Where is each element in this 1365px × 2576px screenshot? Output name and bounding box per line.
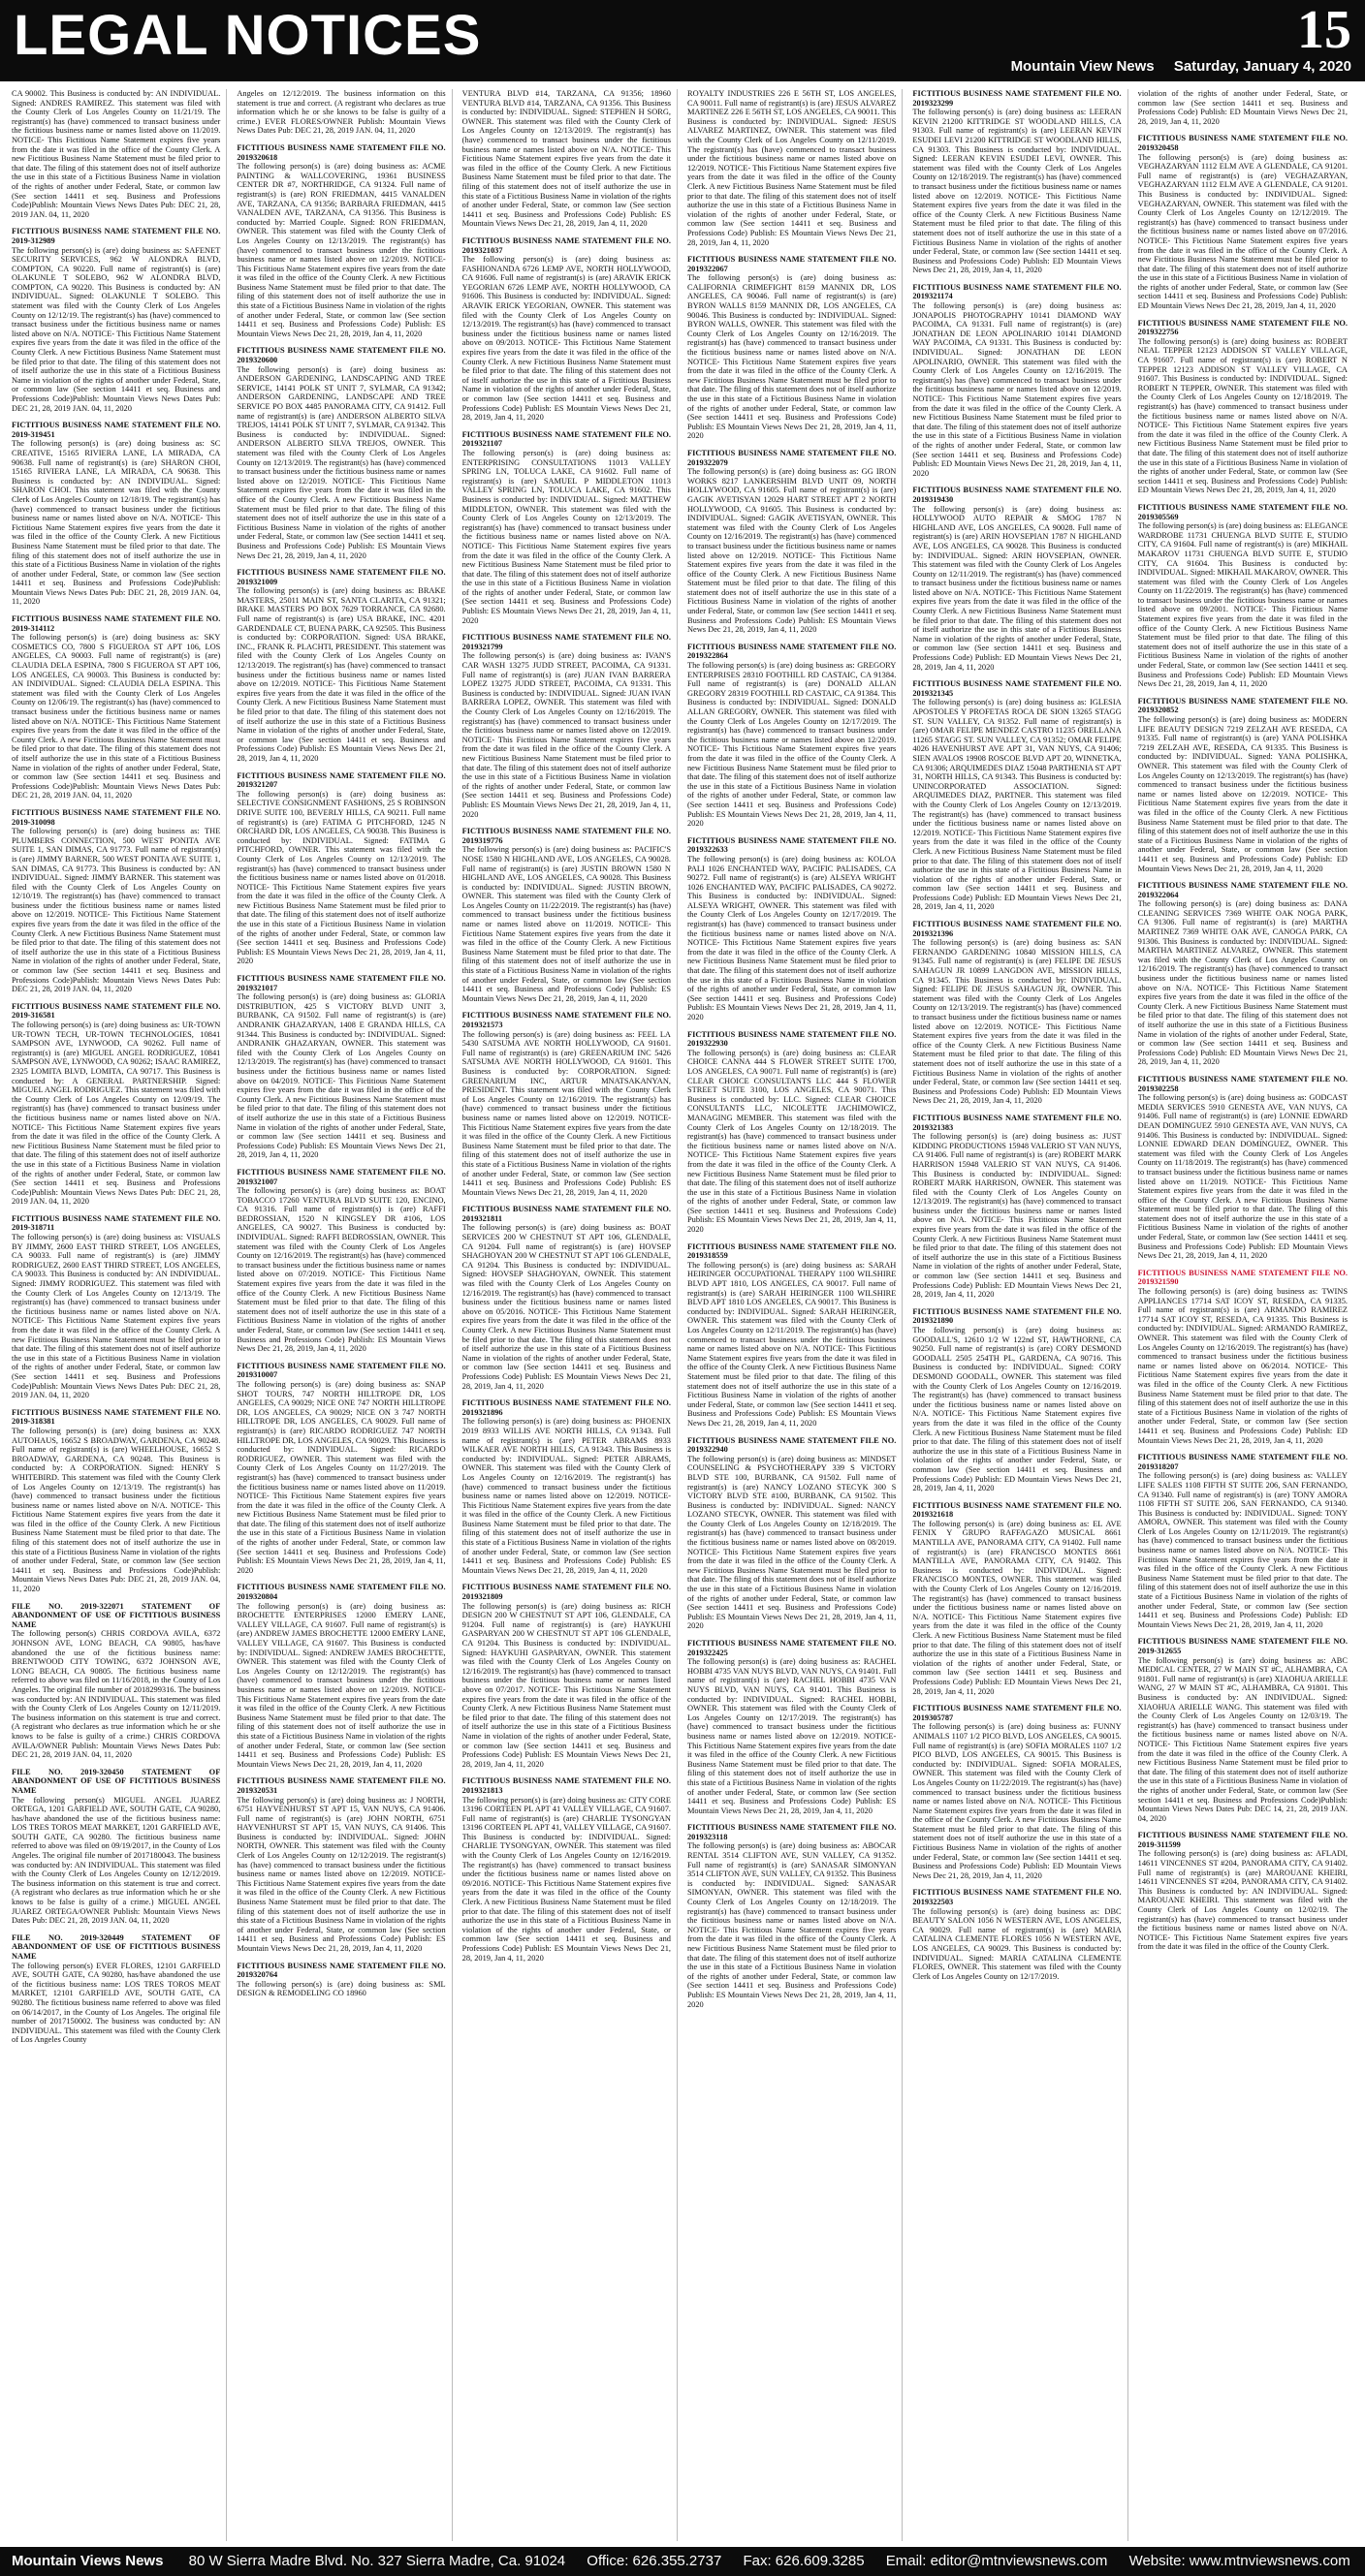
notice-body: The following person(s) is (are) doing business as: IVAN'S CAR WASH 13275 JUDD STREET, PACOIMA, CA 91331. Full name of registrant(s) is (are) JUAN IVAN BARRERA LOPEZ 13275 JUDD STREET, PACOIMA, CA 91331. This Business is conducted by: INDIVIDUAL. Signed: JUAN IVAN BARRERA LOPEZ, OWNER. This statement was filed with the County Clerk of Los Angeles County on 12/16/2019. The registrant(s) has (have) commenced to transact business under the fictitious business name or names listed above on 12/2019. NOTICE- This Fictitious Name Statement expires five years from the date it was filed in the office of the County Clerk. A new Fictitious Business Name Statement must be filed prior to that date. The filing of this statement does not of itself authorize the use in this state of a Fictitious Business Name in violation of the rights of another under Federal, State, or common law (See section 14411 et seq. Business and Professions Code) Publish: ES Mountain Views News Dec 21, 28, 2019, Jan 4, 11, 2020 [461, 651, 671, 819]
notice-body: The following person(s) is (are) doing business as: DBC BEAUTY SALON 1056 N WESTERN AVE, LOS ANGELES, CA 90029. Full name of registrant(s) is (are) MARIA CATALINA CLEMENTE FLORES 1056 N WESTERN AVE, LOS ANGELES, CA 90029. This Business is conducted by: INDIVIDUAL. Signed: MARIA CATALINA CLEMENTE FLORES, OWNER. This statement was filed with the County Clerk of Los Angeles County on 12/17/2019. [912, 1906, 1122, 1981]
publication-name: Mountain View News [1010, 58, 1155, 75]
notice-body: The following person(s) is (are) doing business as: THE PLUMBERS CONNECTION, 500 WEST PONITA AVE SUITE 1, SAN DIMAS, CA 91773. Full name of registrant(s) is (are) JIMMY BARNER, 500 WEST PONITA AVE SUITE 1, SAN DIMAS, CA 91773. This Business is conducted by: AN INDIVIDUAL. Signed: JIMMY BARNER. This statement was filed with the County Clerk of Los Angeles County on 12/10/19. The registrant(s) has (have) commenced to transact business under the fictitious business name or names listed above on 12/2019. NOTICE- This Fictitious Name Statement expires five years from the date it was filed in the office of the County Clerk. A new Fictitious Business Name Statement must be filed prior to that date. The filing of this statement does not of itself authorize the use in this state of a Fictitious Business Name in violation of the rights of another under Federal, State, or common law (See section 14411 et seq. Business and Professions Code)Publish: Mountain Views News Dates Pub: DEC 21, 28, 2019 JAN. 04, 11, 2020 [12, 827, 221, 994]
notice-body: The following person(s) is (are) doing business as: PHOENIX 2019 8933 WILLIS AVE NORTH HILLS, CA 91343. Full name of registrant(s) is (are) PETER ABRAMS 8933 WILKAER AVE NORTH HILLS, CA 91343. This Business is conducted by: INDIVIDUAL. Signed: PETER ABRAMS, OWNER. This statement was filed with the County Clerk of Los Angeles County on 12/16/2019. The registrant(s) has (have) commenced to transact business under the fictitious business name or names listed above on 12/2019. NOTICE- This Fictitious Name Statement expires five years from the date it was filed in the office of the County Clerk. A new Fictitious Business Name Statement must be filed prior to that date. The filing of this statement does not of itself authorize the use in this state of a Fictitious Business Name in violation of the rights of another under Federal, State, or common law (See section 14411 et seq. Business and Professions Code) Publish: ES Mountain Views News Dec 21, 28, 2019, Jan 4, 11, 2020 [461, 1417, 671, 1575]
notice-body: The following person(s) is (are) doing business as: ROBERT NEAL TEPPER 12123 ADDISON ST VALLEY VILLAGE, CA 91607. Full name of registrant(s) is (are) ROBERT N TEPPER 12123 ADDISON ST VALLEY VILLAGE, CA 91607. This Business is conducted by: INDIVIDUAL. Signed: ROBERT N TEPPER, OWNER. This statement was filed with the County Clerk of Los Angeles County on 12/18/2019. The registrant(s) has (have) commenced to transact business under the fictitious business name or names listed above on N/A. NOTICE- This Fictitious Name Statement expires five years from the date it was filed in the office of the County Clerk. A new Fictitious Business Name Statement must be filed prior to that date. The filing of this statement does not of itself authorize the use in this state of a Fictitious Business Name in violation of the rights of another under Federal, State, or common law (See section 14411 et seq. Business and Professions Code) Publish: ED Mountain Views News Dec 21, 28, 2019, Jan 4, 11, 2020 [1137, 336, 1348, 495]
notice-body: The following person(s) is (are) doing business as: VISUALS BY JIMMY, 2600 EAST THIRD STREET, LOS ANGELES, CA 90033. Full name of registrant(s) is (are) JIMMY RODRIGUEZ, 2600 EAST THIRD STREET, LOS ANGELES, CA 90033. This Business is conducted by: AN INDIVIDUAL. Signed: JIMMY RODRIGUEZ. This statement was filed with the County Clerk of Los Angeles County on 12/13/19. The registrant(s) has (have) commenced to transact business under the fictitious business name or names listed above on N/A. NOTICE- This Fictitious Name Statement expires five years from the date it was filed in the office of the County Clerk. A new Fictitious Business Name Statement must be filed prior to that date. The filing of this statement does not of itself authorize the use in this state of a Fictitious Business Name in violation of the rights of another under Federal, State, or common law (See section 14411 et seq. Business and Professions Code)Publish: Mountain Views News Dates Pub: DEC 21, 28, 2019 JAN. 04, 11, 2020 [12, 1233, 221, 1400]
legal-notice [1138, 881, 1348, 1067]
notice-heading: FICTITIOUS BUSINESS NAME STATEMENT FILE NO. 2019-316581 [12, 1001, 221, 1021]
notice-body: The following person(s) is (are) doing business as: DANA CLEANING SERVICES 7369 WHITE OAK NOGA PARK, CA 91306. Full name of registrant(s) is (are) MARTHA MARTINEZ 7369 WHITE OAK AVE, CANOGA PARK, CA 91306. This Business is conducted by: INDIVIDUAL. Signed: MARTHA MARTINEZ ALVAREZ, OWNER. This statement was filed with the County Clerk of Los Angeles County on 12/16/2019. The registrant(s) has (have) commenced to transact business under the fictitious business name or names listed above on N/A. NOTICE- This Fictitious Name Statement expires five years from the date it was filed in the office of the County Clerk. A new Fictitious Business Name Statement must be filed prior to that date. The filing of this statement does not of itself authorize the use in this state of a Fictitious Business Name in violation of the rights of another under Federal, State, or common law (See section 14411 et seq. Business and Professions Code) Publish: ED Mountain Views News Dec 21, 28, 2019, Jan 4, 11, 2020 [1137, 899, 1348, 1067]
legal-notice [1138, 697, 1348, 873]
legal-notice [687, 1639, 896, 1815]
legal-notice [12, 1408, 220, 1594]
legal-notice [1138, 1831, 1348, 1952]
notice-body: The following person(s) is (are) doing business as: SML DESIGN & REMODELING CO 18960 [237, 1979, 446, 1998]
legal-notice [462, 1398, 671, 1575]
notice-body: The following person(s) is (are) doing business as: VEGHAZARYAN 1112 ELM AVE A GLENDALE, CA 91201. Full name of registrant(s) is (are) VEGHAZARYAN, VEGHAZARYAN 1112 ELM AVE A GLENDALE, CA 91201. This Business is conducted by: INDIVIDUAL. Signed: VEGHAZARYAN, OWNER. This statement was filed with the County Clerk of Los Angeles County on 12/12/2019. The registrant(s) has (have) commenced to transact business under the fictitious business name or names listed above on 07/2016. NOTICE- This Fictitious Name Statement expires five years from the date it was filed in the office of the County Clerk. A new Fictitious Business Name Statement must be filed prior to that date. The filing of this statement does not of itself authorize the use in this state of a Fictitious Business Name in violation of the rights of another under Federal, State, or common law (See section 14411 et seq. Business and Professions Code) Publish: ED Mountain Views News Dec 21, 28, 2019, Jan 4, 11, 2020 [1137, 152, 1348, 311]
notice-heading: FICTITIOUS BUSINESS NAME STATEMENT FILE NO. 2019320600 [237, 346, 446, 365]
notice-body: The following person(s) is (are) doing business as: TWINS APPLIANCES 17714 SAT ICOY ST, RESEDA, CA 91335. Full name of registrant(s) is (are) ARMANDO RAMIREZ 17714 SAT ICOY ST, RESEDA, CA 91335. This Business is conducted by: INDIVIDUAL. Signed: ARMANDO RAMIREZ, OWNER. This statement was filed with the County Clerk of Los Angeles County on 12/16/2019. The registrant(s) has (have) commenced to transact business under the fictitious business name or names listed above on 06/2014. NOTICE- This Fictitious Name Statement expires five years from the date it was filed in the office of the County Clerk. A new Fictitious Business Name Statement must be filed prior to that date. The filing of this statement does not of itself authorize the use in this state of a Fictitious Business Name in violation of the rights of another under Federal, State, or common law (See section 14411 et seq. Business and Professions Code) Publish: ED Mountain Views News Dec 21, 28, 2019, Jan 4, 11, 2020 [1137, 1287, 1348, 1445]
legal-notice [1138, 134, 1348, 310]
footer-bar [0, 2547, 1365, 2576]
legal-notice [1138, 1453, 1348, 1629]
footer-email: Email: editor@mtnviewsnews.com [885, 2553, 1108, 2569]
notice-body: The following person(s) is (are) doing business as: ABC MEDICAL CENTER, 27 W MAIN ST #C, ALHAMBRA, CA 91801. Full name of registrant(s) is (are) XIAOHUA ARIELLE WANG, 27 W MAIN ST #C, ALHAMBRA, CA 91801. This Business is conducted by: AN INDIVIDUAL. Signed: XIAOHUA ARIELLE WANG. This statement was filed with the County Clerk of Los Angeles County on 12/03/19. The registrant(s) has (have) commenced to transact business under the fictitious business name or names listed above on N/A. NOTICE- This Fictitious Name Statement expires five years from the date it was filed in the office of the County Clerk. A new Fictitious Business Name Statement must be filed prior to that date. The filing of this statement does not of itself authorize the use in this state of a Fictitious Business Name in violation of the rights of another under Federal, State, or common law (See section 14411 et seq. Business and Professions Code)Publish: Mountain Views News Dates Pub: DEC 14, 21, 28, 2019 JAN. 04, 2020 [1137, 1655, 1348, 1823]
notice-heading: FICTITIOUS BUSINESS NAME STATEMENT FILE NO. 2019318207 [1137, 1453, 1348, 1471]
notice-heading: FICTITIOUS BUSINESS NAME STATEMENT FILE NO. 2019321207 [237, 770, 446, 790]
notice-body: The following person(s) is (are) doing business as: ELEGANCE WARDROBE 11731 CHUENGA BLVD SUITE E, STUDIO CITY, CA 91604. Full name of registrant(s) is (are) MIKHAIL MAKAROV 11731 CHUENGA BLVD SUITE E, STUDIO CITY, CA 91604. This Business is conducted by: INDIVIDUAL. Signed: MIKHAIL MAKAROV, OWNER. This statement was filed with the County Clerk of Los Angeles County on 11/22/2019. The registrant(s) has (have) commenced to transact business under the fictitious business name or names listed above on 09/2001. NOTICE- This Fictitious Name Statement expires five years from the date it was filed in the office of the County Clerk. A new Fictitious Business Name Statement must be filed prior to that date. The filing of this statement does not of itself authorize the use in this state of a Fictitious Business Name in violation of the rights of another under Federal, State, or common law (See section 14411 et seq. Business and Professions Code) Publish: ED Mountain Views News Dec 21, 28, 2019, Jan 4, 11, 2020 [1137, 521, 1348, 689]
notice-heading: FICTITIOUS BUSINESS NAME STATEMENT FILE NO. 2019-318381 [12, 1407, 221, 1427]
notice-body: VENTURA BLVD #14, TARZANA, CA 91356; 18960 VENTURA BLVD #14, TARZANA, CA 91356. This Business is conducted by: INDIVIDUAL. Signed: STEPHEN H SORG, OWNER. This statement was filed with the County Clerk of Los Angeles County on 12/13/2019. The registrant(s) has (have) commenced to transact business under the fictitious business name or names listed above on N/A. NOTICE- This Fictitious Name Statement expires five years from the date it was filed in the office of the County Clerk. A new Fictitious Business Name Statement must be filed prior to that date. The filing of this statement does not of itself authorize the use in this state of a Fictitious Business Name in violation of the rights of another under Federal, State, or common law (See section 14411 et seq. Business and Professions Code) Publish: ES Mountain Views News Dec 21, 28, 2019, Jan 4, 11, 2020 [461, 89, 671, 229]
legal-notice [12, 421, 220, 607]
notice-body: The following person(s) CHRIS CORDOVA AVILA, 6372 JOHNSON AVE, LONG BEACH, CA 90805, has/have abandoned the use of the fictitious business name: BRENTWOOD CITY TOWING, 6372 JOHNSON AVE, LONG BEACH, CA 90805. The fictitious business name referred to above was filed on 11/16/2018, in the County of Los Angeles. The original file number of 2018299316. The business was conducted by: AN INDIVIDUAL. This statement was filed with the County Clerk of Los Angeles County on 12/11/2019. The business information on this statement is true and correct. (A registrant who declares as true information which he or she knows to be false is guilty of a crime.) CHRIS CORDOVA AVILA/OWNER Publish: Mountain Views News Dates Pub: DEC 21, 28, 2019 JAN. 04, 11, 2020 [12, 1629, 221, 1760]
legal-notice [237, 143, 445, 338]
notice-heading: FICTITIOUS BUSINESS NAME STATEMENT FILE NO. 2019321017 [237, 974, 446, 992]
legal-notice [912, 89, 1121, 275]
notice-body: The following person(s) is (are) doing business as: ABOCAR RENTAL 3514 CLIFTON AVE, SUN VALLEY, CA 91352. Full name of registrant(s) is (are) SANASAR SIMONYAN 3514 CLIFTON AVE, SUN VALLEY, CA 91352. This Business is conducted by: INDIVIDUAL. Signed: SANASAR SIMONYAN, OWNER. This statement was filed with the County Clerk of Los Angeles County on 12/18/2019. The registrant(s) has (have) commenced to transact business under the fictitious business name or names listed above on N/A. NOTICE- This Fictitious Name Statement expires five years from the date it was filed in the office of the County Clerk. A new Fictitious Business Name Statement must be filed prior to that date. The filing of this statement does not of itself authorize the use in this state of a Fictitious Business Name in violation of the rights of another under Federal, State, or common law (See section 14411 et seq. Business and Professions Code) Publish: ES Mountain Views News Dec 21, 28, 2019, Jan 4, 11, 2020 [686, 1841, 897, 2009]
column-4 [687, 89, 903, 2541]
legal-notice [237, 1583, 445, 1769]
notice-heading: FICTITIOUS BUSINESS NAME STATEMENT FILE NO. 2019322425 [686, 1639, 897, 1657]
legal-notice [912, 920, 1121, 1106]
legal-notice [1138, 1075, 1348, 1261]
notice-heading: FICTITIOUS BUSINESS NAME STATEMENT FILE NO. 2019322864 [686, 642, 897, 661]
notice-heading: FICTITIOUS BUSINESS NAME STATEMENT FILE NO. 2019318559 [686, 1241, 897, 1261]
notice-heading: FICTITIOUS BUSINESS NAME STATEMENT FILE NO. 2019-311599 [1137, 1831, 1348, 1849]
notice-body: The following person(s) is (are) doing business as: XXX AUTOHAUS, 16652 S BROADWAY, GARDENA, CA 90248. Full name of registrant(s) is (are) WHEELHOUSE, 16652 S BROADWAY, GARDENA, CA 90248. This Business is conducted by: A CORPORATION. Signed: HENRY S WHITEBIRD. This statement was filed with the County Clerk of Los Angeles County on 12/13/19. The registrant(s) has (have) commenced to transact business under the fictitious business name or names listed above on N/A. NOTICE- This Fictitious Name Statement expires five years from the date it was filed in the office of the County Clerk. A new Fictitious Business Name Statement must be filed prior to that date. The filing of this statement does not of itself authorize the use in this state of a Fictitious Business Name in violation of the rights of another under Federal, State, or common law (See section 14411 et seq. Business and Professions Code)Publish: Mountain Views News Dates Pub: DEC 21, 28, 2019 JAN. 04, 11, 2020 [12, 1426, 221, 1594]
legal-notice [687, 255, 896, 441]
notice-heading: FICTITIOUS BUSINESS NAME STATEMENT FILE NO. 2019305787 [912, 1704, 1122, 1722]
notice-heading: FICTITIOUS BUSINESS NAME STATEMENT FILE NO. 2019321383 [912, 1113, 1122, 1132]
notice-body: The following person(s) is (are) doing business as: SAFENET SECURITY SERVICES, 962 W ALONDRA BLVD, COMPTON, CA 90220. Full name of registrant(s) is (are) OLAKUNLE T SOLEBO, 962 W ALONDRA BLVD, COMPTON, CA 90220. This Business is conducted by: AN INDIVIDUAL. Signed: OLAKUNLE T SOLEBO. This statement was filed with the County Clerk of Los Angeles County on 12/12/19. The registrant(s) has (have) commenced to transact business under the fictitious business name or names listed above on N/A. NOTICE- This Fictitious Name Statement expires five years from the date it was filed in the office of the County Clerk. A new Fictitious Business Name Statement must be filed prior to that date. The filing of this statement does not of itself authorize the use in this state of a Fictitious Business Name in violation of the rights of another under Federal, State, or common law (See section 14411 et seq. Business and Professions Code)Publish: Mountain Views News Dates Pub: DEC 21, 28, 2019 JAN. 04, 11, 2020 [12, 245, 221, 413]
legal-notice [1138, 503, 1348, 689]
legal-notice [462, 633, 671, 819]
notice-heading: FICTITIOUS BUSINESS NAME STATEMENT FILE NO. 2019320458 [1137, 134, 1348, 152]
notice-body: The following person(s) is (are) doing business as: ANDERSON GARDENING, LANDSCAPING AND TREE SERVICE, 14141 POLK ST UNIT 7, SYLMAR, CA 91342; ANDERSON GARDENING, LANDSCAPE AND TREE SERVICE PO BOX 4485 PANORAMA CITY, CA 91412. Full name of registrant(s) is (are) ANDERSON ALBERTO SILVA TREJOS, 14141 POLK ST UNIT 7, SYLMAR, CA 91342. This Business is conducted by: INDIVIDUAL. Signed: ANDERSON ALBERTO SILVA TREJOS, OWNER. This statement was filed with the County Clerk of Los Angeles County on 12/13/2019. The registrant(s) has (have) commenced to transact business under the fictitious business name or names listed above on 12/2019. NOTICE- This Fictitious Name Statement expires five years from the date it was filed in the office of the County Clerk. A new Fictitious Business Name Statement must be filed prior to that date. The filing of this statement does not of itself authorize the use in this state of a Fictitious Business Name in violation of the rights of another under Federal, State, or common law (See section 14411 et seq. Business and Professions Code) Publish: ES Mountain Views News Dec 21, 28, 2019, Jan 4, 11, 2020 [237, 364, 446, 560]
notice-heading: FICTITIOUS BUSINESS NAME STATEMENT FILE NO. 2019319430 [912, 486, 1122, 504]
column-2 [237, 89, 452, 2541]
notice-heading: FICTITIOUS BUSINESS NAME STATEMENT FILE NO. 2019323299 [912, 89, 1122, 108]
legal-notice [462, 827, 671, 1003]
legal-notice [237, 771, 445, 966]
notice-body: The following person(s) is (are) doing business as: FASHIONANDA 6726 LEMP AVE, NORTH HOLLYWOOD, CA 91606. Full name of registrant(s) is (are) ARAVIK ERICK YEGORIAN 6726 LEMP AVE, NORTH HOLLYWOOD, CA 91606. This Business is conducted by: INDIVIDUAL. Signed: ARAVIK ERICK YEGORIAN, OWNER. This statement was filed with the County Clerk of Los Angeles County on 12/13/2019. The registrant(s) has (have) commenced to transact business under the fictitious business name or names listed above on 09/2013. NOTICE- This Fictitious Name Statement expires five years from the date it was filed in the office of the County Clerk. A new Fictitious Business Name Statement must be filed prior to that date. The filing of this statement does not of itself authorize the use in this state of a Fictitious Business Name in violation of the rights of another under Federal, State, or common law (See section 14411 et seq. Business and Professions Code) Publish: ES Mountain Views News Dec 21, 28, 2019, Jan 4, 11, 2020 [461, 255, 671, 423]
notice-body: Angeles on 12/12/2019. The business information on this statement is true and correct. (A registrant who declares as true information which he or she knows to be false is guilty of a crime.) EVER FLORES/OWNER Publish: Mountain Views News Dates Pub: DEC 21, 28, 2019 JAN. 04, 11, 2020 [237, 89, 446, 136]
notice-body: The following person(s) is (are) doing business as: EL AVE FENIX Y GRUPO RAFFAGAZO MUSICAL 8661 MANTILLA AVE, PANORAMA CITY, CA 91402. Full name of registrant(s) is (are) FRANCISCO MONTES 8661 MANTILLA AVE, PANORAMA CITY, CA 91402. This Business is conducted by: INDIVIDUAL. Signed: FRANCISCO MONTES, OWNER. This statement was filed with the County Clerk of Los Angeles County on 12/16/2019. The registrant(s) has (have) commenced to transact business under the fictitious business name or names listed above on N/A. NOTICE- This Fictitious Name Statement expires five years from the date it was filed in the office of the County Clerk. A new Fictitious Business Name Statement must be filed prior to that date. The filing of this statement does not of itself authorize the use in this state of a Fictitious Business Name in violation of the rights of another under Federal, State, or common law (See section 14411 et seq. Business and Professions Code) Publish: ED Mountain Views News Dec 21, 28, 2019, Jan 4, 11, 2020 [912, 1519, 1122, 1696]
notice-heading: FICTITIOUS BUSINESS NAME STATEMENT FILE NO. 2019-312989 [12, 227, 221, 245]
legal-notice [1138, 1637, 1348, 1823]
notice-body: The following person(s) is (are) doing business as: FUNNY ANIMALS 1107 1/2 PICO BLVD, LOS ANGELES, CA 90015. Full name of registrant(s) is (are) SOFIA MORALES 1107 1/2 PICO BLVD, LOS ANGELES, CA 90015. This Business is conducted by: INDIVIDUAL. Signed: SOFIA MORALES, OWNER. This statement was filed with the County Clerk of Los Angeles County on 11/22/2019. The registrant(s) has (have) commenced to transact business under the fictitious business name or names listed above on N/A. NOTICE- This Fictitious Name Statement expires five years from the date it was filed in the office of the County Clerk. A new Fictitious Business Name Statement must be filed prior to that date. The filing of this statement does not of itself authorize the use in this state of a Fictitious Business Name in violation of the rights of another under Federal, State, or common law (See section 14411 et seq. Business and Professions Code) Publish: ED Mountain Views News Dec 21, 28, 2019, Jan 4, 11, 2020 [912, 1722, 1122, 1880]
notice-body: The following person(s) is (are) doing business as: FEEL LA 5430 SATSUMA AVE NORTH HOLLYWOOD, CA 91601. Full name of registrant(s) is (are) GREENARIUM INC 5426 SATSUMA AVE NORTH HOLLYWOOD, CA 91601. This Business is conducted by: CORPORATION. Signed: GREENARIUM INC, ARTUR MNATSAKANYAN, PRESIDENT. This statement was filed with the County Clerk of Los Angeles County on 12/16/2019. The registrant(s) has (have) commenced to transact business under the fictitious business name or names listed above on 12/2019. NOTICE- This Fictitious Name Statement expires five years from the date it was filed in the office of the County Clerk. A new Fictitious Business Name Statement must be filed prior to that date. The filing of this statement does not of itself authorize the use in this state of a Fictitious Business Name in violation of the rights of another under Federal, State, or common law (See section 14411 et seq. Business and Professions Code) Publish: ES Mountain Views News Dec 21, 28, 2019, Jan 4, 11, 2020 [461, 1029, 671, 1197]
notice-heading: FICTITIOUS BUSINESS NAME STATEMENT FILE NO. 2019320852 [1137, 696, 1348, 715]
notice-heading: FICTITIOUS BUSINESS NAME STATEMENT FILE NO. 2019321007 [237, 1167, 446, 1186]
notice-body: The following person(s) is (are) doing business as: GLORIA DISTRIBUTION, 425 S VICTORY BLVD UNIT 3, BURBANK, CA 91502. Full name of registrant(s) is (are) ANDRANIK GHAZARYAN, 1408 E GRANDA HILLS, CA 91344. This Business is conducted by: INDIVIDUAL. Signed: ANDRANIK GHAZARYAN, OWNER. This statement was filed with the County Clerk of Los Angeles County on 12/13/2019. The registrant(s) has (have) commenced to transact business under the fictitious business name or names listed above on 04/2019. NOTICE- This Fictitious Name Statement expires five years from the date it was filed in the office of the County Clerk. A new Fictitious Business Name Statement must be filed prior to that date. The filing of this statement does not of itself authorize the use in this state of a Fictitious Business Name in violation of the rights of another under Federal, State, or common law (See section 14411 et seq. Business and Professions Code) Publish: ES Mountain Views News Dec 21, 28, 2019, Jan 4, 11, 2020 [237, 992, 446, 1160]
footer-publication: Mountain Views News [12, 2553, 164, 2569]
notice-body: violation of the rights of another under Federal, State, or common law (See section 14411 et seq. Business and Professions Code) Publish: ED Mountain Views News Dec 21, 28, 2019, Jan 4, 11, 2020 [1137, 89, 1348, 126]
notice-heading: FICTITIOUS BUSINESS NAME STATEMENT FILE NO. 2019302258 [1137, 1074, 1348, 1093]
notice-heading: FICTITIOUS BUSINESS NAME STATEMENT FILE NO. 2019319776 [461, 827, 671, 845]
notice-heading: FICTITIOUS BUSINESS NAME STATEMENT FILE NO. 2019-312655 [1137, 1637, 1348, 1655]
notice-body: ROYALTY INDUSTRIES 226 E 56TH ST, LOS ANGELES, CA 90011. Full name of registrant(s) is (are) JESUS ALVAREZ MARTINEZ 226 E 56TH ST, LOS ANGELES, CA 90011. This Business is conducted by: INDIVIDUAL. Signed: JESUS ALVAREZ MARTINEZ, OWNER. This statement was filed with the County Clerk of Los Angeles County on 12/11/2019. The registrant(s) has (have) commenced to transact business under the fictitious business name or names listed above on 12/2019. NOTICE- This Fictitious Name Statement expires five years from the date it was filed in the office of the County Clerk. A new Fictitious Business Name Statement must be filed prior to that date. The filing of this statement does not of itself authorize the use in this state of a Fictitious Business Name in violation of the rights of another under Federal, State, or common law (See section 14411 et seq. Business and Professions Code) Publish: ES Mountain Views News Dec 21, 28, 2019, Jan 4, 11, 2020 [686, 89, 897, 247]
legal-notice [462, 1011, 671, 1197]
legal-notice [12, 1768, 220, 1926]
notice-body: The following person(s) is (are) doing business as: IGLESIA APOSTOLES Y PROFETAS ROCA DE SION 13265 STAGG ST. SUN VALLEY, CA 91352. Full name of registrant(s) is (are) OMAR FELIPE MENDEZ CASTRO 11235 ORELLANA 11265 STAGG ST. SUN VALLEY, CA 91352; OMAR FELIPE 4026 HAVENHURST AVE APT 31, VAN NUYS, CA 91406; SIEN AVALOS 19908 ROSCOE BLVD APT 20, WINNETKA, CA 91306; ARQUIMEDES DIAZ 15048 PARTHENIA ST APT 31, NORTH HILLS, CA 91343. This Business is conducted by: UNINCORPORATED ASSOCIATION. Signed: ARQUIMEDES DIAZ, PARTNER. This statement was filed with the County Clerk of Los Angeles County on 12/13/2019. The registrant(s) has (have) commenced to transact business under the fictitious business name or names listed above on 12/2019. NOTICE- This Fictitious Name Statement expires five years from the date it was filed in the office of the County Clerk. A new Fictitious Business Name Statement must be filed prior to that date. The filing of this statement does not of itself authorize the use in this state of a Fictitious Business Name in violation of the rights of another under Federal, State, or common law (See section 14411 et seq. Business and Professions Code) Publish: ED Mountain Views News Dec 21, 28, 2019, Jan 4, 11, 2020 [912, 698, 1122, 912]
legal-notice [912, 1307, 1121, 1493]
notice-heading: FICTITIOUS BUSINESS NAME STATEMENT FILE NO. 2019322633 [686, 835, 897, 855]
notice-body: The following person(s) is (are) doing business as: SELECTIVE CONSIGNMENT FASHIONS, 25 S ROBINSON DRIVE SUITE 100, BEVERLY HILLS, CA 90211. Full name of registrant(s) is (are) FATIMA G PITCHFORD, 1245 N ORCHARD DR, LOS ANGELES, CA 90038. This Business is conducted by: INDIVIDUAL. Signed: FATIMA G PITCHFORD, OWNER. This statement was filed with the County Clerk of Los Angeles County on 12/13/2019. The registrant(s) has (have) commenced to transact business under the fictitious business name or names listed above on 01/2018. NOTICE- This Fictitious Name Statement expires five years from the date it was filed in the office of the County Clerk. A new Fictitious Business Name Statement must be filed prior to that date. The filing of this statement does not of itself authorize the use in this state of a Fictitious Business Name in violation of the rights of another under Federal, State, or common law (See section 14411 et seq. Business and Professions Code) Publish: ES Mountain Views News Dec 21, 28, 2019, Jan 4, 11, 2020 [237, 789, 446, 966]
legal-notice [912, 1888, 1121, 1981]
notice-body: The following person(s) is (are) doing business as: GOODALL'S, 12610 1/2 W 122nd ST, HAWTHORNE, CA 90250. Full name of registrant(s) is (are) CORY DESMOND GOODALL 2505 254TH PL, GARDENA, CA 90716. This Business is conducted by: INDIVIDUAL. Signed: CORY DESMOND GOODALL, OWNER. This statement was filed with the County Clerk of Los Angeles County on 12/16/2019. The registrant(s) has (have) commenced to transact business under the fictitious business name or names listed above on N/A. NOTICE- This Fictitious Name Statement expires five years from the date it was filed in the office of the County Clerk. A new Fictitious Business Name Statement must be filed prior to that date. The filing of this statement does not of itself authorize the use in this state of a Fictitious Business Name in violation of the rights of another under Federal, State, or common law (See section 14411 et seq. Business and Professions Code) Publish: ED Mountain Views News Dec 21, 28, 2019, Jan 4, 11, 2020 [912, 1326, 1122, 1493]
notice-body: The following person(s) is (are) doing business as: GREGORY ENTERPRISES 28310 FOOTHILL RD CASTAIC, CA 91384. Full name of registrant(s) is (are) DONALD ALLAN GREGORY 28319 FOOTHILL RD CASTAIC, CA 91384. This Business is conducted by: INDIVIDUAL. Signed: DONALD ALLAN GREGORY, OWNER. This statement was filed with the County Clerk of Los Angeles County on 12/17/2019. The registrant(s) has (have) commenced to transact business under the fictitious business name or names listed above on 12/2019. NOTICE- This Fictitious Name Statement expires five years from the date it was filed in the office of the County Clerk. A new Fictitious Business Name Statement must be filed prior to that date. The filing of this statement does not of itself authorize the use in this state of a Fictitious Business Name in violation of the rights of another under Federal, State, or common law (See section 14411 et seq. Business and Professions Code) Publish: ES Mountain Views News Dec 21, 28, 2019, Jan 4, 11, 2020 [686, 661, 897, 829]
footer-fax: Fax: 626.609.3285 [743, 2553, 865, 2569]
notice-body: The following person(s) is (are) doing business as: JUST KIDDING PRODUCTIONS 15948 VALERIO ST VAN NUYS, CA 91406. Full name of registrant(s) is (are) ROBERT MARK HARRISON 15948 VALERIO ST VAN NUYS, CA 91406. This Business is conducted by: INDIVIDUAL. Signed: ROBERT MARK HARRISON, OWNER. This statement was filed with the County Clerk of Los Angeles County on 12/13/2019. The registrant(s) has (have) commenced to transact business under the fictitious business name or names listed above on N/A. NOTICE- This Fictitious Name Statement expires five years from the date it was filed in the office of the County Clerk. A new Fictitious Business Name Statement must be filed prior to that date. The filing of this statement does not of itself authorize the use in this state of a Fictitious Business Name in violation of the rights of another under Federal, State, or common law (See section 14411 et seq. Business and Professions Code) Publish: ED Mountain Views News Dec 21, 28, 2019, Jan 4, 11, 2020 [912, 1132, 1122, 1300]
section-title: LEGAL NOTICES [14, 4, 482, 67]
notice-heading: FICTITIOUS BUSINESS NAME STATEMENT FILE NO. 2019-310098 [12, 807, 221, 827]
notice-body: The following person(s) is (are) doing business as: GODCAST MEDIA SERVICES 5910 GENESTA AVE, VAN NUYS, CA 91406. Full name of registrant(s) is (are) LONNIE EDWARD DEAN DOMINGUEZ 5910 GENESTA AVE, VAN NUYS, CA 91406. This Business is conducted by: INDIVIDUAL. Signed: LONNIE EDWARD DEAN DOMINGUEZ, OWNER. This statement was filed with the County Clerk of Los Angeles County on 11/18/2019. The registrant(s) has (have) commenced to transact business under the fictitious business name or names listed above on 11/2019. NOTICE- This Fictitious Name Statement expires five years from the date it was filed in the office of the County Clerk. A new Fictitious Business Name Statement must be filed prior to that date. The filing of this statement does not of itself authorize the use in this state of a Fictitious Business Name in violation of the rights of another under Federal, State, or common law (See section 14411 et seq. Business and Professions Code) Publish: ED Mountain Views News Dec 21, 28, 2019, Jan 4, 11, 2020 [1137, 1093, 1348, 1261]
legal-notice [237, 1168, 445, 1354]
notice-heading: FICTITIOUS BUSINESS NAME STATEMENT FILE NO. 2019321799 [461, 633, 671, 651]
notice-body: The following person(s) is (are) doing business as: MINDSET COUNSELING & PSYCHOTHERAPY 339 S VICTORY BLVD STE 100, BURBANK, CA 91502. Full name of registrant(s) is (are) NANCY LOZANO STECYK 300 S VICTORY BLVD STE #100, BURBANK, CA 91502. This Business is conducted by: INDIVIDUAL. Signed: NANCY LOZANO STECYK, OWNER. This statement was filed with the County Clerk of Los Angeles County on 12/18/2019. The registrant(s) has (have) commenced to transact business under the fictitious business name or names listed above on 08/2019. NOTICE- This Fictitious Name Statement expires five years from the date it was filed in the office of the County Clerk. A new Fictitious Business Name Statement must be filed prior to that date. The filing of this statement does not of itself authorize the use in this state of a Fictitious Business Name in violation of the rights of another under Federal, State, or common law (See section 14411 et seq. Business and Professions Code) Publish: ES Mountain Views News Dec 21, 28, 2019, Jan 4, 11, 2020 [686, 1454, 897, 1631]
notice-heading: FICTITIOUS BUSINESS NAME STATEMENT FILE NO. 2019320531 [237, 1776, 446, 1795]
legal-notice [462, 1583, 671, 1769]
notice-body: The following person(s) is (are) doing business as: LEERAN KEVIN 21200 KITTRIDGE ST WOODLAND HILLS, CA 91303. Full name of registrant(s) is (are) LEERAN KEVIN ESUDEI LEVI 21200 KITTRIDGE ST WOODLAND HILLS, CA 91303. This Business is conducted by: INDIVIDUAL. Signed: LEERAN KEVIN ESUDEI LEVI, OWNER. This statement was filed with the County Clerk of Los Angeles County on 12/18/2019. The registrant(s) has (have) commenced to transact business under the fictitious business name or names listed above on 12/2019. NOTICE- This Fictitious Name Statement expires five years from the date it was filed in the office of the County Clerk. A new Fictitious Business Name Statement must be filed prior to that date. The filing of this statement does not of itself authorize the use in this state of a Fictitious Business Name in violation of the rights of another under Federal, State, or common law (See section 14411 et seq. Business and Professions Code) Publish: ED Mountain Views News Dec 21, 28, 2019, Jan 4, 11, 2020 [912, 108, 1122, 275]
notice-heading: FILE NO. 2019-320450 STATEMENT OF ABANDONMENT OF USE OF FICTITIOUS BUSINESS NAME [12, 1767, 221, 1795]
notice-body: The following person(s) is (are) doing business as: SAN FERNANDO GARDENING 10840 MISSION HILLS, CA 91345. Full name of registrant(s) is (are) FELIPE DE JESUS SAHAGUN JR 10899 LANGDON AVE, MISSION HILLS, CA 91345. This Business is conducted by: INDIVIDUAL. Signed: FELIPE DE JESUS SAHAGUN JR, OWNER. This statement was filed with the County Clerk of Los Angeles County on 12/13/2019. The registrant(s) has (have) commenced to transact business under the fictitious business name or names listed above on 12/2019. NOTICE- This Fictitious Name Statement expires five years from the date it was filed in the office of the County Clerk. A new Fictitious Business Name Statement must be filed prior to that date. The filing of this statement does not of itself authorize the use in this state of a Fictitious Business Name in violation of the rights of another under Federal, State, or common law (See section 14411 et seq. Business and Professions Code) Publish: ED Mountain Views News Dec 21, 28, 2019, Jan 4, 11, 2020 [912, 938, 1122, 1106]
column-1 [12, 89, 227, 2541]
legal-notice [687, 89, 896, 247]
notice-body: The following person(s) is (are) doing business as: RACHEL HOBBI 4735 VAN NUYS BLVD, VAN NUYS, CA 91401. Full name of registrant(s) is (are) RACHEL HOBBI 4735 VAN NUYS BLVD, VAN NUYS, CA 91401. This Business is conducted by: INDIVIDUAL. Signed: RACHEL HOBBI, OWNER. This statement was filed with the County Clerk of Los Angeles County on 12/17/2019. The registrant(s) has (have) commenced to transact business under the fictitious business name or names listed above on 12/2019. NOTICE- This Fictitious Name Statement expires five years from the date it was filed in the office of the County Clerk. A new Fictitious Business Name Statement must be filed prior to that date. The filing of this statement does not of itself authorize the use in this state of a Fictitious Business Name in violation of the rights of another under Federal, State, or common law (See section 14411 et seq. Business and Professions Code) Publish: ES Mountain Views News Dec 21, 28, 2019, Jan 4, 11, 2020 [686, 1657, 897, 1815]
notice-body: The following person(s) is (are) doing business as: AFLADI, 14611 VINCENNES ST #204, PANORAMA CITY, CA 91402. Full name of registrant(s) is (are) MAROUANE KHEIRI, 14611 VINCENNES ST #204, PANORAMA CITY, CA 91402. This Business is conducted by: AN INDIVIDUAL. Signed: MAROUANE KHEIRI. This statement was filed with the County Clerk of Los Angeles County on 12/02/19. The registrant(s) has (have) commenced to transact business under the fictitious business name or names listed above on N/A. NOTICE- This Fictitious Name Statement expires five years from the date it was filed in the office of the County Clerk. [1137, 1849, 1348, 1952]
notice-heading: FICTITIOUS BUSINESS NAME STATEMENT FILE NO. 2019322064 [1137, 881, 1348, 899]
column-5 [912, 89, 1127, 2541]
notice-body: The following person(s) is (are) doing business as: BRAKE MASTERS, 25011 MAIN ST, SANTA CLARITA, CA 91321; BRAKE MASTERS PO BOX 7629 TORRANCE, CA 92680. Full name of registrant(s) is (are) USA BRAKE, INC. 4201 GARDENDALE CT, BUENA PARK, CA 92505. This Business is conducted by: CORPORATION. Signed: USA BRAKE, INC., FRANK R. PLACHTI, PRESIDENT. This statement was filed with the County Clerk of Los Angeles County on 12/13/2019. The registrant(s) has (have) commenced to transact business under the fictitious business name or names listed above on 12/2019. NOTICE- This Fictitious Name Statement expires five years from the date it was filed in the office of the County Clerk. A new Fictitious Business Name Statement must be filed prior to that date. The filing of this statement does not of itself authorize the use in this state of a Fictitious Business Name in violation of the rights of another under Federal, State, or common law (See section 14411 et seq. Business and Professions Code) Publish: ES Mountain Views News Dec 21, 28, 2019, Jan 4, 11, 2020 [237, 586, 446, 763]
notice-heading: FICTITIOUS BUSINESS NAME STATEMENT FILE NO. 2019-318711 [12, 1213, 221, 1233]
notice-body: The following person(s) is (are) doing business as: JONAPOLIS PHOTOGRAPHY 10141 DIAMOND WAY PACOIMA, CA 91331. Full name of registrant(s) is (are) JONATHAN DE LEON APOLINARIO 10141 DIAMOND WAY PACOIMA, CA 91331. This Business is conducted by: INDIVIDUAL. Signed: JONATHAN DE LEON APOLINARIO, OWNER. This statement was filed with the County Clerk of Los Angeles County on 12/16/2019. The registrant(s) has (have) commenced to transact business under the fictitious business name or names listed above on 12/2019. NOTICE- This Fictitious Name Statement expires five years from the date it was filed in the office of the County Clerk. A new Fictitious Business Name Statement must be filed prior to that date. The filing of this statement does not of itself authorize the use in this state of a Fictitious Business Name in violation of the rights of another under Federal, State, or common law (See section 14411 et seq. Business and Professions Code) Publish: ED Mountain Views News Dec 21, 28, 2019, Jan 4, 11, 2020 [912, 301, 1122, 478]
notice-body: The following person(s) is (are) doing business as: BOAT SERVICES 200 W CHESTNUT ST APT 106, GLENDALE, CA 91204. Full name of registrant(s) is (are) HOVSEP SHAGHOYAN 200 W CHESTNUT ST APT 106 GLENDALE, CA 91204. This Business is conducted by: INDIVIDUAL. Signed: HOVSEP SHAGHOYAN, OWNER. This statement was filed with the County Clerk of Los Angeles County on 12/16/2019. The registrant(s) has (have) commenced to transact business under the fictitious business name or names listed above on 05/2016. NOTICE- This Fictitious Name Statement expires five years from the date it was filed in the office of the County Clerk. A new Fictitious Business Name Statement must be filed prior to that date. The filing of this statement does not of itself authorize the use in this state of a Fictitious Business Name in violation of the rights of another under Federal, State, or common law (See section 14411 et seq. Business and Professions Code) Publish: ES Mountain Views News Dec 21, 28, 2019, Jan 4, 11, 2020 [461, 1223, 671, 1391]
legal-notice [237, 346, 445, 560]
legal-notice [12, 227, 220, 413]
notice-heading: FICTITIOUS BUSINESS NAME STATEMENT FILE NO. 2019310007 [237, 1361, 446, 1380]
notice-heading: FICTITIOUS BUSINESS NAME STATEMENT FILE NO. 2019321345 [912, 679, 1122, 698]
masthead [0, 0, 1365, 81]
legal-notice [1138, 89, 1348, 126]
notice-body: The following person(s) is (are) doing business as: CALIFORNIA CRIMEFIGHT 8159 MANNIX DR, LOS ANGELES, CA 90046. Full name of registrant(s) is (are) BYRON WALLS 8159 MANNIX DR, LOS ANGELES, CA 90046. This Business is conducted by: INDIVIDUAL. Signed: BYRON WALLS, OWNER. This statement was filed with the County Clerk of Los Angeles County on 12/16/2019. The registrant(s) has (have) commenced to transact business under the fictitious business name or names listed above on N/A. NOTICE- This Fictitious Name Statement expires five years from the date it was filed in the office of the County Clerk. A new Fictitious Business Name Statement must be filed prior to that date. The filing of this statement does not of itself authorize the use in this state of a Fictitious Business Name in violation of the rights of another under Federal, State, or common law (See section 14411 et seq. Business and Professions Code) Publish: ES Mountain Views News Dec 21, 28, 2019, Jan 4, 11, 2020 [686, 273, 897, 441]
legal-notice [237, 1776, 445, 1953]
legal-notice [237, 1962, 445, 1998]
notice-heading: FICTITIOUS BUSINESS NAME STATEMENT FILE NO. 2019-319451 [12, 421, 221, 439]
legal-notice [912, 486, 1121, 672]
notice-body: The following person(s) is (are) doing business as: SNAP SHOT TOURS, 747 NORTH HILLTROPE DR, LOS ANGELES, CA 90029; NICE ONE 747 NORTH HILLTROPE DR, LOS ANGELES, CA 90029; NICE ON 3 747 NORTH HILLTROPE DR, LOS ANGELES, CA 90029. Full name of registrant(s) is (are) RICARDO RODRIGUEZ 747 NORTH HILLTROPE DR, LOS ANGELES, CA 90029. This Business is conducted by: INDIVIDUAL. Signed: RICARDO RODRIGUEZ, OWNER. This statement was filed with the County Clerk of Los Angeles County on 11/27/2019. The registrant(s) has (have) commenced to transact business under the fictitious business name or names listed above on 11/2019. NOTICE- This Fictitious Name Statement expires five years from the date it was filed in the office of the County Clerk. A new Fictitious Business Name Statement must be filed prior to that date. The filing of this statement does not of itself authorize the use in this state of a Fictitious Business Name in violation of the rights of another under Federal, State, or common law (See section 14411 et seq. Business and Professions Code) Publish: ES Mountain Views News Dec 21, 28, 2019, Jan 4, 11, 2020 [237, 1379, 446, 1575]
legal-notice [462, 1205, 671, 1391]
notice-body: The following person(s) is (are) doing business as: ACME PAINTING & WALLCOVERING, 19361 BUSINESS CENTER DR #7, NORTHRIDGE, CA 91324. Full name of registrant(s) is (are) RON FRIEDMAN, 4415 VANALDEN AVE, TARZANA, CA 91356; BARBARA FRIEDMAN, 4415 VANALDEN AVE, TARZANA, CA 91356. This Business is conducted by: Married Couple. Signed: RON FRIEDMAN, OWNER. This statement was filed with the County Clerk of Los Angeles County on 12/13/2019. The registrant(s) has (have) commenced to transact business under the fictitious business name or names listed above on 12/2019. NOTICE- This Fictitious Name Statement expires five years from the date it was filed in the office of the County Clerk. A new Fictitious Business Name Statement must be filed prior to that date. The filing of this statement does not of itself authorize the use in this state of a Fictitious Business Name in violation of the rights of another under Federal, State, or common law (See section 14411 et seq. Business and Professions Code) Publish: ES Mountain Views News Dec 21, 28, 2019, Jan 4, 11, 2020 [237, 162, 446, 338]
legal-notice [462, 1776, 671, 1963]
legal-notice [687, 1242, 896, 1429]
footer-website: Website: www.mtnviewsnews.com [1128, 2553, 1350, 2569]
notice-heading: FILE NO. 2019-322071 STATEMENT OF ABANDONMENT OF USE OF FICTITIOUS BUSINESS NAME [12, 1601, 221, 1629]
footer-address: 80 W Sierra Madre Blvd. No. 327 Sierra Madre, Ca. 91024 [188, 2553, 566, 2569]
notice-body: The following person(s) is (are) doing business as: MODERN LIFE BEAUTY DESIGN 7219 ZELZAH AVE RESEDA, CA 91335. Full name of registrant(s) is (are) YANA POLISHKA 7219 ZELZAH AVE, RESEDA, CA 91335. This Business is conducted by: INDIVIDUAL. Signed: YANA POLISHKA, OWNER. This statement was filed with the County Clerk of Los Angeles County on 12/13/2019. The registrant(s) has (have) commenced to transact business under the fictitious business name or names listed above on 12/2019. NOTICE- This Fictitious Name Statement expires five years from the date it was filed in the office of the County Clerk. A new Fictitious Business Name Statement must be filed prior to that date. The filing of this statement does not of itself authorize the use in this state of a Fictitious Business Name in violation of the rights of another under Federal, State, or common law (See section 14411 et seq. Business and Professions Code) Publish: ED Mountain Views News Dec 21, 28, 2019, Jan 4, 11, 2020 [1137, 715, 1348, 873]
column-3 [462, 89, 678, 2541]
legal-notice [12, 808, 220, 994]
notice-heading: FICTITIOUS BUSINESS NAME STATEMENT FILE NO. 2019321809 [461, 1583, 671, 1602]
legal-notice [462, 89, 671, 229]
notice-heading: FICTITIOUS BUSINESS NAME STATEMENT FILE NO. 2019322940 [686, 1435, 897, 1455]
notice-heading: FICTITIOUS BUSINESS NAME STATEMENT FILE NO. 2019321618 [912, 1500, 1122, 1520]
notice-heading: FICTITIOUS BUSINESS NAME STATEMENT FILE NO. 2019322756 [1137, 318, 1348, 337]
column-6 [1138, 89, 1353, 2541]
notice-body: The following person(s) is (are) doing business as: VALLEY LIFE SALES 1108 FIFTH ST SUITE 206, SAN FERNANDO, CA 91340. Full name of registrant(s) is (are) TONY AMORA 1108 FIFTH ST SUITE 206, SAN FERNANDO, CA 91340. This Business is conducted by: INDIVIDUAL. Signed: TONY AMORA, OWNER. This statement was filed with the County Clerk of Los Angeles County on 12/11/2019. The registrant(s) has (have) commenced to transact business under the fictitious business name or names listed above on N/A. NOTICE- This Fictitious Name Statement expires five years from the date it was filed in the office of the County Clerk. A new Fictitious Business Name Statement must be filed prior to that date. The filing of this statement does not of itself authorize the use in this state of a Fictitious Business Name in violation of the rights of another under Federal, State, or common law (See section 14411 et seq. Business and Professions Code) Publish: ED Mountain Views News Dec 21, 28, 2019, Jan 4, 11, 2020 [1137, 1471, 1348, 1629]
notice-heading: FICTITIOUS BUSINESS NAME STATEMENT FILE NO. 2019305569 [1137, 502, 1348, 521]
notice-body: The following person(s) is (are) doing business as: BOAT TOBACCO 17260 VENTURA BLVD SUITE 120, ENCINO, CA 91316. Full name of registrant(s) is (are) RAFFI BEDROSSIAN, 1520 N KINGSLEY DR #106, LOS ANGELES, CA 90027. This Business is conducted by: INDIVIDUAL. Signed: RAFFI BEDROSSIAN, OWNER. This statement was filed with the County Clerk of Los Angeles County on 12/16/2019. The registrant(s) has (have) commenced to transact business under the fictitious business name or names listed above on 07/2019. NOTICE- This Fictitious Name Statement expires five years from the date it was filed in the office of the County Clerk. A new Fictitious Business Name Statement must be filed prior to that date. The filing of this statement does not of itself authorize the use in this state of a Fictitious Business Name in violation of the rights of another under Federal, State, or common law (See section 14411 et seq. Business and Professions Code) Publish: ES Mountain Views News Dec 21, 28, 2019, Jan 4, 11, 2020 [237, 1186, 446, 1354]
notice-body: The following person(s) is (are) doing business as: PACIFIC'S NOSE 1580 N HIGHLAND AVE, LOS ANGELES, CA 90028. Full name of registrant(s) is (are) JUSTIN BROWN 1580 N HIGHLAND AVE, LOS ANGELES, CA 90028. This Business is conducted by: INDIVIDUAL. Signed: JUSTIN BROWN, OWNER. This statement was filed with the County Clerk of Los Angeles County on 11/22/2019. The registrant(s) has (have) commenced to transact business under the fictitious business name or names listed above on 11/2019. NOTICE- This Fictitious Name Statement expires five years from the date it was filed in the office of the County Clerk. A new Fictitious Business Name Statement must be filed prior to that date. The filing of this statement does not of itself authorize the use in this state of a Fictitious Business Name in violation of the rights of another under Federal, State, or common law (See section 14411 et seq. Business and Professions Code) Publish: ES Mountain Views News Dec 21, 28, 2019, Jan 4, 11, 2020 [461, 845, 671, 1003]
legal-notice [687, 1030, 896, 1235]
notice-body: The following person(s) is (are) doing business as: CITY CORE 13196 CORTEEN PL APT 41 VALLEY VILLAGE, CA 91607. Full name of registrant(s) is (are) CHARLIE TYSONGYAN 13196 CORTEEN PL APT 41, VALLEY VILLAGE, CA 91607. This Business is conducted by: INDIVIDUAL. Signed: CHARLIE TYSONGYAN, OWNER. This statement was filed with the County Clerk of Los Angeles County on 12/16/2019. The registrant(s) has (have) commenced to transact business under the fictitious business name or names listed above on 09/2016. NOTICE- This Fictitious Name Statement expires five years from the date it was filed in the office of the County Clerk. A new Fictitious Business Name Statement must be filed prior to that date. The filing of this statement does not of itself authorize the use in this state of a Fictitious Business Name in violation of the rights of another under Federal, State, or common law (See section 14411 et seq. Business and Professions Code) Publish: ES Mountain Views News Dec 21, 28, 2019, Jan 4, 11, 2020 [461, 1795, 671, 1963]
notice-body: The following person(s) is (are) doing business as: GG IRON WORKS 8217 LANKERSHIM BLVD UNIT 09, NORTH HOLLYWOOD, CA 91605. Full name of registrant(s) is (are) GAGIK AVETISYAN 12029 HART STREET APT 2 NORTH HOLLYWOOD, CA 91605. This Business is conducted by: INDIVIDUAL. Signed: GAGIK AVETISYAN, OWNER. This statement was filed with the County Clerk of Los Angeles County on 12/16/2019. The registrant(s) has (have) commenced to transact business under the fictitious business name or names listed above on 12/2019. NOTICE- This Fictitious Name Statement expires five years from the date it was filed in the office of the County Clerk. A new Fictitious Business Name Statement must be filed prior to that date. The filing of this statement does not of itself authorize the use in this state of a Fictitious Business Name in violation of the rights of another under Federal, State, or common law (See section 14411 et seq. Business and Professions Code) Publish: ES Mountain Views News Dec 21, 28, 2019, Jan 4, 11, 2020 [686, 467, 897, 635]
notice-heading: FICTITIOUS BUSINESS NAME STATEMENT FILE NO. 2019322079 [686, 448, 897, 467]
legal-notice [912, 1704, 1121, 1880]
legal-notice [912, 679, 1121, 912]
legal-notice [237, 1362, 445, 1576]
notice-body: The following person(s) is (are) doing business as: J NORTH, 6751 HAYVENHURST ST APT 15, VAN NUYS, CA 91406. Full name of registrant(s) is (are) JOHN NORTH, 6751 HAYVENHURST ST APT 15, VAN NUYS, CA 91406. This Business is conducted by: INDIVIDUAL. Signed: JOHN NORTH, OWNER. This statement was filed with the County Clerk of Los Angeles County on 12/12/2019. The registrant(s) has (have) commenced to transact business under the fictitious business name or names listed above on 12/2019. NOTICE- This Fictitious Name Statement expires five years from the date it was filed in the office of the County Clerk. A new Fictitious Business Name Statement must be filed prior to that date. The filing of this statement does not of itself authorize the use in this state of a Fictitious Business Name in violation of the rights of another under Federal, State, or common law (See section 14411 et seq. Business and Professions Code) Publish: ES Mountain Views News Dec 21, 28, 2019, Jan 4, 11, 2020 [237, 1795, 446, 1953]
notice-heading: FICTITIOUS BUSINESS NAME STATEMENT FILE NO. 2019321396 [912, 920, 1122, 938]
notice-body: The following person(s) is (are) doing business as: UR-TOWN UR-TOWN TECH, UR-TOWN TECHNOLOGIES, 10841 SAMPSON AVE, LYNWOOD, CA 90262. Full name of registrant(s) is (are) MIGUEL ANGEL RODRIGUEZ, 10841 SAMPSON AVE, LYNWOOD, CA 90262; ISAAC RAMIREZ, 2325 LOMITA BLVD, LOMITA, CA 90717. This Business is conducted by: A GENERAL PARTNERSHIP. Signed: MIGUEL ANGEL RODRIGUEZ. This statement was filed with the County Clerk of Los Angeles County on 12/09/19. The registrant(s) has (have) commenced to transact business under the fictitious business name or names listed above on N/A. NOTICE- This Fictitious Name Statement expires five years from the date it was filed in the office of the County Clerk. A new Fictitious Business Name Statement must be filed prior to that date. The filing of this statement does not of itself authorize the use in this state of a Fictitious Business Name in violation of the rights of another under Federal, State, or common law (See section 14411 et seq. Business and Professions Code)Publish: Mountain Views News Dates Pub: DEC 21, 28, 2019 JAN. 04, 11, 2020 [12, 1021, 221, 1207]
legal-notice [462, 430, 671, 625]
legal-notice [12, 614, 220, 801]
notice-heading: FICTITIOUS BUSINESS NAME STATEMENT FILE NO. 2019-314112 [12, 614, 221, 633]
notice-heading: FICTITIOUS BUSINESS NAME STATEMENT FILE NO. 2019321573 [461, 1011, 671, 1029]
legal-notice [687, 449, 896, 635]
legal-notice [912, 1501, 1121, 1696]
notice-body: The following person(s) is (are) doing business as: KOLOA PALI 1026 ENCHANTED WAY, PACIFIC PALISADES, CA 90272. Full name of registrant(s) is (are) ALSEYA WRIGHT 1026 ENCHANTED WAY, PACIFIC PALISADES, CA 90272. This Business is conducted by: INDIVIDUAL. Signed: ALSEYA WRIGHT, OWNER. This statement was filed with the County Clerk of Los Angeles County on 12/17/2019. The registrant(s) has (have) commenced to transact business under the fictitious business name or names listed above on N/A. NOTICE- This Fictitious Name Statement expires five years from the date it was filed in the office of the County Clerk. A new Fictitious Business Name Statement must be filed prior to that date. The filing of this statement does not of itself authorize the use in this state of a Fictitious Business Name in violation of the rights of another under Federal, State, or common law (See section 14411 et seq. Business and Professions Code) Publish: ES Mountain Views News Dec 21, 28, 2019, Jan 4, 11, 2020 [686, 854, 897, 1021]
notice-heading: FICTITIOUS BUSINESS NAME STATEMENT FILE NO. 2019321896 [461, 1398, 671, 1417]
legal-notice [912, 1114, 1121, 1300]
notice-body: The following person(s) is (are) doing business as: BROCHETTE ENTERPRISES 12000 EMERY LANE, VALLEY VILLAGE, CA 91607. Full name of registrant(s) is (are) ANDREW JAMES BROCHETTE 12000 EMERY LANE, VALLEY VILLAGE, CA 91607. This Business is conducted by: INDIVIDUAL. Signed: ANDREW JAMES BROCHETTE, OWNER. This statement was filed with the County Clerk of Los Angeles County on 12/12/2019. The registrant(s) has (have) commenced to transact business under the fictitious business name or names listed above on 12/2019. NOTICE- This Fictitious Name Statement expires five years from the date it was filed in the office of the County Clerk. A new Fictitious Business Name Statement must be filed prior to that date. The filing of this statement does not of itself authorize the use in this state of a Fictitious Business Name in violation of the rights of another under Federal, State, or common law (See section 14411 et seq. Business and Professions Code) Publish: ES Mountain Views News Dec 21, 28, 2019, Jan 4, 11, 2020 [237, 1601, 446, 1769]
notice-body: The following person(s) MIGUEL ANGEL JUAREZ ORTEGA, 1201 GARFIELD AVE, SOUTH GATE, CA 90280, has/have abandoned the use of the fictitious business name: LOS TRES TOROS MEAT MARKET, 1201 GARFIELD AVE, SOUTH GATE, CA 90280. The fictitious business name referred to above was filed on 09/19/2017, in the County of Los Angeles. The original file number of 2017180043. The business was conducted by: AN INDIVIDUAL. This statement was filed with the County Clerk of Los Angeles County on 12/12/2019. The business information on this statement is true and correct. (A registrant who declares as true information which he or she knows to be false is guilty of a crime.) MIGUEL ANGEL JUAREZ ORTEGA/OWNER Publish: Mountain Views News Dates Pub: DEC 21, 28, 2019 JAN. 04, 11, 2020 [12, 1795, 221, 1926]
legal-notice [687, 836, 896, 1022]
legal-notice [12, 89, 220, 219]
notice-body: The following person(s) is (are) doing business as: RICH DESIGN 200 W CHESTNUT ST APT 106, GLENDALE, CA 91204. Full name of registrant(s) is (are) HAYKUHI GASPARYAN 200 W CHESTNUT ST APT 106 GLENDALE, CA 91204. This Business is conducted by: INDIVIDUAL. Signed: HAYKUHI GASPARYAN, OWNER. This statement was filed with the County Clerk of Los Angeles County on 12/16/2019. The registrant(s) has (have) commenced to transact business under the fictitious business name or names listed above on 07/2017. NOTICE- This Fictitious Name Statement expires five years from the date it was filed in the office of the County Clerk. A new Fictitious Business Name Statement must be filed prior to that date. The filing of this statement does not of itself authorize the use in this state of a Fictitious Business Name in violation of the rights of another under Federal, State, or common law (See section 14411 et seq. Business and Professions Code) Publish: ES Mountain Views News Dec 21, 28, 2019, Jan 4, 11, 2020 [461, 1601, 671, 1769]
publication-dateline [996, 58, 1351, 75]
notice-body: The following person(s) is (are) doing business as: HOLLYWOOD AUTO REPAIR & SMOG 1787 N HIGHLAND AVE, LOS ANGELES, CA 90028. Full name of registrant(s) is (are) ARIN HOVSEPIAN 1787 N HIGHLAND AVE, LOS ANGELES, CA 90028. This Business is conducted by: INDIVIDUAL. Signed: ARIN HOVSEPIAN, OWNER. This statement was filed with the County Clerk of Los Angeles County on 12/11/2019. The registrant(s) has (have) commenced to transact business under the fictitious business name or names listed above on N/A. NOTICE- This Fictitious Name Statement expires five years from the date it was filed in the office of the County Clerk. A new Fictitious Business Name Statement must be filed prior to that date. The filing of this statement does not of itself authorize the use in this state of a Fictitious Business Name in violation of the rights of another under Federal, State, or common law (See section 14411 et seq. Business and Professions Code) Publish: ED Mountain Views News Dec 21, 28, 2019, Jan 4, 11, 2020 [912, 504, 1122, 672]
legal-notice [12, 1002, 220, 1207]
notice-body: The following person(s) is (are) doing business as: SC CREATIVE, 15165 RIVIERA LANE, LA MIRADA, CA 90638. Full name of registrant(s) is (are) SHARON CHOI, 15165 RIVIERA LANE, LA MIRADA, CA 90638. This Business is conducted by: AN INDIVIDUAL. Signed: SHARON CHOI. This statement was filed with the County Clerk of Los Angeles County on 12/18/19. The registrant(s) has (have) commenced to transact business under the fictitious business name or names listed above on N/A. NOTICE- This Fictitious Name Statement expires five years from the date it was filed in the office of the County Clerk. A new Fictitious Business Name Statement must be filed prior to that date. The filing of this statement does not of itself authorize the use in this state of a Fictitious Business Name in violation of the rights of another under Federal, State, or common law (See section 14411 et seq. Business and Professions Code)Publish: Mountain Views News Dates Pub: DEC 21, 28, 2019 JAN. 04, 11, 2020 [12, 439, 221, 607]
issue-date: Saturday, January 4, 2020 [1173, 58, 1351, 75]
legal-notice [687, 1436, 896, 1631]
notice-body: The following person(s) is (are) doing business as: SARAH HEIRINGER OCCUPATIONAL THERAPY 1100 WILSHIRE BLVD APT 1810, LOS ANGELES, CA 90017. Full name of registrant(s) is (are) SARAH HEIRINGER 1100 WILSHIRE BLVD APT 1810 LOS ANGELES, CA 90017. This Business is conducted by: INDIVIDUAL. Signed: SARAH HEIRINGER, OWNER. This statement was filed with the County Clerk of Los Angeles County on 12/11/2019. The registrant(s) has (have) commenced to transact business under the fictitious business name or names listed above on N/A. NOTICE- This Fictitious Name Statement expires five years from the date it was filed in the office of the County Clerk. A new Fictitious Business Name Statement must be filed prior to that date. The filing of this statement does not of itself authorize the use in this state of a Fictitious Business Name in violation of the rights of another under Federal, State, or common law (See section 14411 et seq. Business and Professions Code) Publish: ES Mountain Views News Dec 21, 28, 2019, Jan 4, 11, 2020 [686, 1260, 897, 1428]
legal-notice [237, 568, 445, 763]
legal-notice [12, 1933, 220, 2045]
notice-heading: FICTITIOUS BUSINESS NAME STATEMENT FILE NO. 2019321037 [461, 236, 671, 255]
notice-body: The following person(s) is (are) doing business as: ENTERPRISING CONSULTATIONS 11013 VALLEY SPRING LN, TOLUCA LAKE, CA 91602. Full name of registrant(s) is (are) SAMUEL P MIDDLETON 11013 VALLEY SPRING LN, TOLUCA LAKE, CA 91602. This Business is conducted by: INDIVIDUAL. Signed: MATTHEW MIDDLETON, OWNER. This statement was filed with the County Clerk of Los Angeles County on 12/13/2019. The registrant(s) has (have) commenced to transact business under the fictitious business name or names listed above on N/A. NOTICE- This Fictitious Name Statement expires five years from the date it was filed in the office of the County Clerk. A new Fictitious Business Name Statement must be filed prior to that date. The filing of this statement does not of itself authorize the use in this state of a Fictitious Business Name in violation of the rights of another under Federal, State, or common law (See section 14411 et seq. Business and Professions Code) Publish: ES Mountain Views News Dec 21, 28, 2019, Jan 4, 11, 2020 [461, 448, 671, 625]
legal-notice [12, 1602, 220, 1760]
notice-heading: FICTITIOUS BUSINESS NAME STATEMENT FILE NO. 2019321890 [912, 1306, 1122, 1326]
legal-notice [687, 643, 896, 829]
notice-body: CA 90002. This Business is conducted by: AN INDIVIDUAL. Signed: ANDRES RAMIREZ. This statement was filed with the County Clerk of Los Angeles County on 11/21/19. The registrant(s) has (have) commenced to transact business under the fictitious business name or names listed above on 11/2019. NOTICE- This Fictitious Name Statement expires five years from the date it was filed in the office of the County Clerk. A new Fictitious Business Name Statement must be filed prior to that date. The filing of this statement does not of itself authorize the use in this state of a Fictitious Business Name in violation of the rights of another under Federal, State, or common law (See section 14411 et seq. Business and Professions Code)Publish: Mountain Views News Dates Pub: DEC 21, 28, 2019 JAN. 04, 11, 2020 [12, 89, 221, 219]
notice-body: The following person(s) is (are) doing business as: CLEAR CHOICE CANNA 444 S FLOWER STREET SUITE 1700, LOS ANGELES, CA 90071. Full name of registrant(s) is (are) CLEAR CHOICE CONSULTANTS LLC 444 S FLOWER STREET SUITE 3100, LOS ANGELES, CA 90071. This Business is conducted by: LLC. Signed: CLEAR CHOICE CONSULTANTS LLC, NICOLETTE JACHIMOWICZ, MANAGING MEMBER. This statement was filed with the County Clerk of Los Angeles County on 12/18/2019. The registrant(s) has (have) commenced to transact business under the fictitious business name or names listed above on N/A. NOTICE- This Fictitious Name Statement expires five years from the date it was filed in the office of the County Clerk. A new Fictitious Business Name Statement must be filed prior to that date. The filing of this statement does not of itself authorize the use in this state of a Fictitious Business Name in violation of the rights of another under Federal, State, or common law (See section 14411 et seq. Business and Professions Code) Publish: ES Mountain Views News Dec 21, 28, 2019, Jan 4, 11, 2020 [686, 1048, 897, 1235]
notice-heading: FICTITIOUS BUSINESS NAME STATEMENT FILE NO. 2019321813 [461, 1776, 671, 1795]
notice-heading: FICTITIOUS BUSINESS NAME STATEMENT FILE NO. 2019321009 [237, 568, 446, 586]
notice-heading: FICTITIOUS BUSINESS NAME STATEMENT FILE NO. 2019322067 [686, 255, 897, 273]
notice-heading: FICTITIOUS BUSINESS NAME STATEMENT FILE NO. 2019322503 [912, 1888, 1122, 1907]
notice-heading: FICTITIOUS BUSINESS NAME STATEMENT FILE NO. 2019321107 [461, 429, 671, 449]
notice-heading: FICTITIOUS BUSINESS NAME STATEMENT FILE NO. 2019320618 [237, 142, 446, 162]
notice-body: The following person(s) is (are) doing business as: SKY COSMETICS CO, 7800 S FIGUEROA ST APT 106, LOS ANGELES, CA 90003. Full name of registrant(s) is (are) CLAUDIA DELA ESPINA, 7800 S FIGUEROA ST APT 106, LOS ANGELES, CA 90003. This Business is conducted by: AN INDIVIDUAL. Signed: CLAUDIA DELA ESPINA. This statement was filed with the County Clerk of Los Angeles County on 12/06/19. The registrant(s) has (have) commenced to transact business under the fictitious business name or names listed above on N/A. NOTICE- This Fictitious Name Statement expires five years from the date it was filed in the office of the County Clerk. A new Fictitious Business Name Statement must be filed prior to that date. The filing of this statement does not of itself authorize the use in this state of a Fictitious Business Name in violation of the rights of another under Federal, State, or common law (See section 14411 et seq. Business and Professions Code)Publish: Mountain Views News Dates Pub: DEC 21, 28, 2019 JAN. 04, 11, 2020 [12, 633, 221, 801]
notice-heading: FICTITIOUS BUSINESS NAME STATEMENT FILE NO. 2019320804 [237, 1583, 446, 1602]
legal-notice [237, 89, 445, 136]
notice-heading: FICTITIOUS BUSINESS NAME STATEMENT FILE NO. 2019321174 [912, 282, 1122, 301]
page-number: 15 [1297, 0, 1351, 60]
notice-heading: FICTITIOUS BUSINESS NAME STATEMENT FILE NO. 2019322930 [686, 1029, 897, 1049]
notice-heading: FICTITIOUS BUSINESS NAME STATEMENT FILE NO. 2019323118 [686, 1823, 897, 1841]
notice-heading: FICTITIOUS BUSINESS NAME STATEMENT FILE NO. 2019320764 [237, 1961, 446, 1980]
legal-notice [912, 283, 1121, 478]
notice-heading: FICTITIOUS BUSINESS NAME STATEMENT FILE NO. 2019321590 [1137, 1268, 1348, 1287]
legal-notice [687, 1823, 896, 2009]
legal-notice [237, 974, 445, 1160]
notice-heading: FICTITIOUS BUSINESS NAME STATEMENT FILE NO. 2019321811 [461, 1205, 671, 1223]
notices-columns [12, 89, 1353, 2541]
legal-notice [12, 1214, 220, 1400]
footer-office-phone: Office: 626.355.2737 [587, 2553, 722, 2569]
notice-heading: FILE NO. 2019-320449 STATEMENT OF ABANDONMENT OF USE OF FICTITIOUS BUSINESS NAME [12, 1932, 221, 1961]
legal-notice [1138, 319, 1348, 495]
legal-notice [1138, 1269, 1348, 1445]
notice-body: The following person(s) EVER FLORES, 12101 GARFIELD AVE, SOUTH GATE, CA 90280, has/have abandoned the use of the fictitious business name: LOS TRES TOROS MEAT MARKET, 12101 GARFIELD AVE, SOUTH GATE, CA 90280. The fictitious business name referred to above was filed on 06/14/2017, in the County of Los Angeles. The original file number of 2017150002. The business was conducted by: AN INDIVIDUAL. This statement was filed with the County Clerk of Los Angeles County [12, 1961, 221, 2045]
legal-notice [462, 236, 671, 423]
